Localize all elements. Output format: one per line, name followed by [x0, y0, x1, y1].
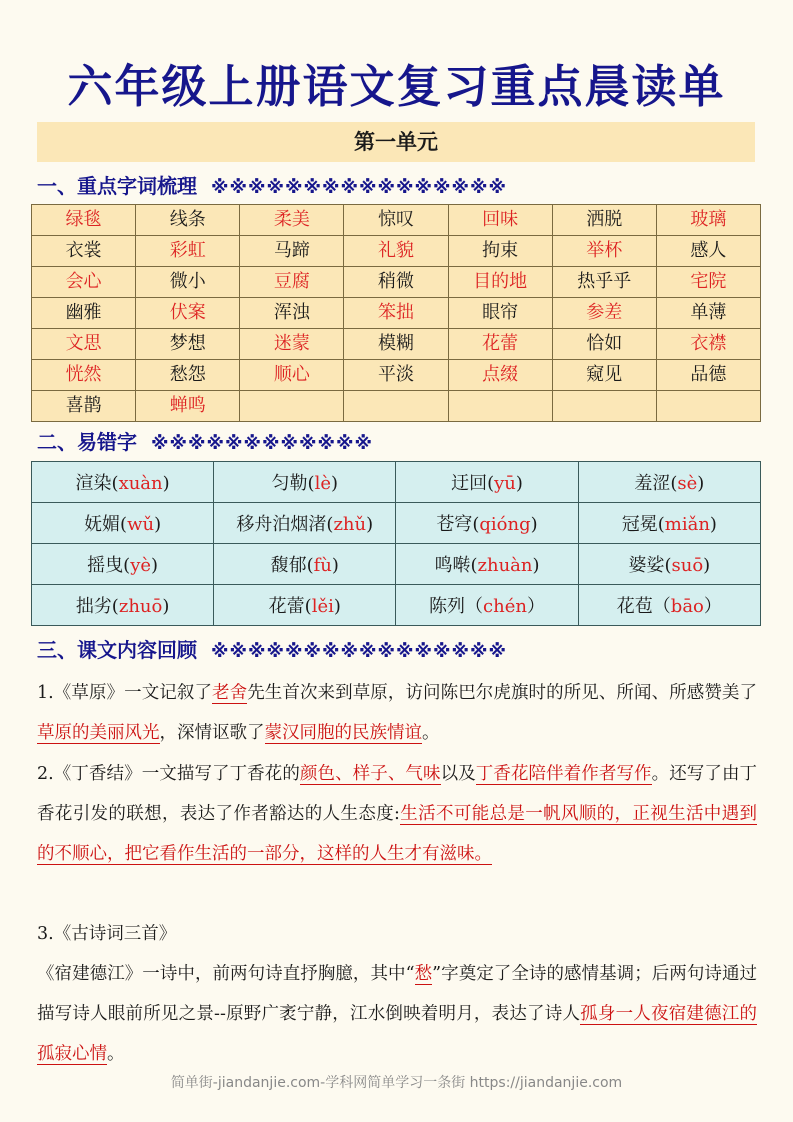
typo-bracket: ): [532, 555, 540, 576]
vocab-cell: 伏案: [136, 298, 240, 329]
typo-bracket: ): [333, 596, 341, 617]
typo-cell: [396, 503, 578, 544]
typo-bracket: ): [330, 473, 339, 494]
typo-word: 拙劣(: [75, 596, 119, 617]
paragraph-text: 以及: [440, 764, 476, 784]
typo-word: 苍穹(: [436, 514, 480, 535]
vocab-cell: 举杯: [552, 236, 656, 267]
highlight-text: 孤身一人夜宿建德江的孤寂心情: [37, 1004, 758, 1064]
highlight-text: 蒙汉同胞的民族情谊: [264, 723, 422, 743]
typo-pinyin: suō: [671, 555, 704, 576]
typo-pinyin: lè: [314, 473, 331, 494]
vocab-cell: 惊叹: [344, 205, 448, 236]
vocab-cell: 彩虹: [136, 236, 240, 267]
vocab-table: [31, 204, 761, 422]
typo-bracket: ): [331, 555, 339, 576]
vocab-cell: 喜鹊: [32, 391, 136, 422]
typo-word: 馥郁(: [270, 555, 314, 576]
typo-cell: [396, 544, 578, 585]
vocab-cell: 点缀: [448, 360, 552, 391]
typo-pinyin: zhuō: [118, 596, 163, 617]
paragraph-text: ，深情讴歌了: [159, 723, 265, 743]
typo-cell: [578, 462, 760, 503]
paragraph-text: ”字奠定了全诗的感情基调；后两句诗通过描写诗人眼前所见之景--原野广袤宁静，江水倒映着明月，表达了诗人: [37, 964, 758, 1024]
vocab-cell: 宅院: [656, 267, 760, 298]
typo-bracket: ）: [703, 596, 722, 617]
typo-row: [32, 585, 761, 626]
typo-word: 花苞（: [616, 596, 671, 617]
vocab-cell: 洒脱: [552, 205, 656, 236]
typo-word: 渲染(: [75, 473, 119, 494]
paragraph-text: 。还写了由丁香花引发的联想，表达了作者豁达的人生态度:: [37, 764, 758, 824]
vocab-cell: 模糊: [344, 329, 448, 360]
paragraph-text: 2.《丁香结》一文描写了丁香花的: [37, 764, 300, 784]
vocab-row: [32, 298, 761, 329]
vocab-cell: 花蕾: [448, 329, 552, 360]
typo-word: 移舟泊烟渚(: [236, 514, 334, 535]
vocab-cell: [240, 391, 344, 422]
vocab-cell: 恰如: [552, 329, 656, 360]
paragraph-text: 《宿建德江》一诗中，前两句诗直抒胸臆，其中“: [37, 964, 415, 984]
section-heading-typo: [37, 426, 373, 455]
typo-word: 摇曳(: [87, 555, 131, 576]
vocab-cell: 微小: [136, 267, 240, 298]
vocab-row: [32, 391, 761, 422]
typo-row: [32, 462, 761, 503]
review-paragraph-1: [37, 673, 757, 753]
typo-pinyin: miǎn: [664, 514, 710, 535]
unit-heading: 第一单元: [37, 122, 755, 162]
vocab-cell: [552, 391, 656, 422]
typo-bracket: ): [703, 555, 711, 576]
highlight-text: 生活不可能总是一帆风顺的，正视生活中遇到的不顺心，把它看作生活的一部分，这样的人生才有滋味。: [37, 804, 757, 864]
typo-cell: [396, 585, 578, 626]
typo-cell: [32, 462, 214, 503]
typo-cell: [578, 544, 760, 585]
typo-pinyin: yè: [130, 555, 152, 576]
typo-bracket: ）: [526, 596, 545, 617]
decorative-marks: ※※※※※※※※※※※※※※※※: [211, 641, 507, 662]
vocab-cell: 礼貌: [344, 236, 448, 267]
vocab-cell: 柔美: [240, 205, 344, 236]
vocab-cell: 马蹄: [240, 236, 344, 267]
typo-word: 匀勒(: [271, 473, 315, 494]
typo-pinyin: xuàn: [118, 473, 163, 494]
vocab-cell: 愁怨: [136, 360, 240, 391]
typo-cell: [396, 462, 578, 503]
typo-bracket: ): [162, 473, 170, 494]
typo-pinyin: sè: [677, 473, 698, 494]
vocab-cell: 拘束: [448, 236, 552, 267]
typo-word: 妩媚(: [84, 514, 128, 535]
vocab-cell: [344, 391, 448, 422]
typo-bracket: ): [162, 596, 170, 617]
highlight-text: 丁香花陪伴着作者写作: [475, 764, 652, 784]
vocab-cell: 回味: [448, 205, 552, 236]
highlight-text: 草原的美丽风光: [37, 723, 160, 743]
vocab-cell: 蝉鸣: [136, 391, 240, 422]
vocab-cell: 会心: [32, 267, 136, 298]
section-title: 一、重点字词梳理: [37, 174, 197, 198]
typo-bracket: ): [530, 514, 538, 535]
vocab-cell: 平淡: [344, 360, 448, 391]
paragraph-text: 3.《古诗词三首》: [37, 924, 177, 944]
vocab-row: [32, 329, 761, 360]
typo-row: [32, 503, 761, 544]
highlight-text: 愁: [414, 964, 433, 984]
typo-cell: [214, 503, 396, 544]
typo-bracket: ): [154, 514, 162, 535]
typo-cell: [214, 544, 396, 585]
typo-bracket: ): [709, 514, 717, 535]
vocab-cell: 热乎乎: [552, 267, 656, 298]
vocab-row: [32, 205, 761, 236]
vocab-cell: 梦想: [136, 329, 240, 360]
paragraph-text: 先生首次来到草原，访问陈巴尔虎旗时的所见、所闻、所感赞美了: [247, 683, 758, 703]
vocab-cell: 浑浊: [240, 298, 344, 329]
typo-pinyin: zhǔ: [333, 514, 367, 535]
typo-pinyin: fù: [313, 555, 332, 576]
section-heading-vocab: [37, 170, 507, 199]
vocab-cell: 恍然: [32, 360, 136, 391]
typo-pinyin: yū: [494, 473, 516, 494]
section-heading-review: [37, 634, 507, 663]
vocab-cell: 顺心: [240, 360, 344, 391]
typo-table: [31, 461, 761, 626]
vocab-cell: 感人: [656, 236, 760, 267]
vocab-cell: [656, 391, 760, 422]
section-title: 二、易错字: [37, 430, 137, 454]
vocab-cell: 参差: [552, 298, 656, 329]
vocab-cell: [448, 391, 552, 422]
vocab-cell: 迷蒙: [240, 329, 344, 360]
typo-cell: [32, 503, 214, 544]
typo-bracket: ): [697, 473, 705, 494]
vocab-cell: 豆腐: [240, 267, 344, 298]
typo-word: 婆娑(: [628, 555, 672, 576]
decorative-marks: ※※※※※※※※※※※※※※※※: [211, 177, 507, 198]
review-paragraph-4: [37, 954, 757, 1074]
vocab-row: [32, 267, 761, 298]
typo-pinyin: lěi: [311, 596, 334, 617]
vocab-cell: 单薄: [656, 298, 760, 329]
vocab-cell: 衣襟: [656, 329, 760, 360]
section-title: 三、课文内容回顾: [37, 638, 197, 662]
vocab-cell: 窥见: [552, 360, 656, 391]
typo-pinyin: wǔ: [127, 514, 155, 535]
typo-pinyin: chén: [483, 596, 527, 617]
paragraph-text: 。: [107, 1044, 125, 1064]
review-paragraph-3: [37, 914, 757, 954]
vocab-row: [32, 360, 761, 391]
vocab-cell: 衣裳: [32, 236, 136, 267]
highlight-text: 颜色、样子、气味: [299, 764, 441, 784]
vocab-cell: 眼帘: [448, 298, 552, 329]
vocab-row: [32, 236, 761, 267]
highlight-text: 老舍: [212, 683, 248, 703]
paragraph-text: 1.《草原》一文记叙了: [37, 683, 213, 703]
footer-credit: 简单街-jiandanjie.com-学科网简单学习一条街 https://jiandanjie.com: [170, 1075, 623, 1091]
typo-word: 鸣啭(: [434, 555, 478, 576]
typo-bracket: ): [151, 555, 159, 576]
typo-pinyin: qióng: [479, 514, 531, 535]
vocab-cell: 绿毯: [32, 205, 136, 236]
typo-word: 花蕾(: [268, 596, 312, 617]
typo-word: 羞涩(: [634, 473, 678, 494]
typo-cell: [578, 503, 760, 544]
page-title: 六年级上册语文复习重点晨读单: [67, 60, 726, 113]
typo-row: [32, 544, 761, 585]
vocab-cell: 玻璃: [656, 205, 760, 236]
typo-cell: [32, 544, 214, 585]
typo-pinyin: bāo: [670, 596, 704, 617]
vocab-cell: 幽雅: [32, 298, 136, 329]
typo-word: 冠冕(: [621, 514, 665, 535]
typo-cell: [32, 585, 214, 626]
paragraph-text: 。: [422, 723, 440, 743]
typo-pinyin: zhuàn: [477, 555, 533, 576]
vocab-cell: 目的地: [448, 267, 552, 298]
typo-word: 迂回(: [451, 473, 495, 494]
review-paragraph-2: [37, 754, 757, 874]
vocab-cell: 笨拙: [344, 298, 448, 329]
typo-bracket: ): [366, 514, 374, 535]
vocab-cell: 文思: [32, 329, 136, 360]
vocab-cell: 品德: [656, 360, 760, 391]
typo-bracket: ): [515, 473, 523, 494]
typo-word: 陈列（: [429, 596, 484, 617]
typo-cell: [214, 462, 396, 503]
vocab-cell: 稍微: [344, 267, 448, 298]
decorative-marks: ※※※※※※※※※※※※: [151, 433, 373, 454]
typo-cell: [578, 585, 760, 626]
typo-cell: [214, 585, 396, 626]
vocab-cell: 线条: [136, 205, 240, 236]
